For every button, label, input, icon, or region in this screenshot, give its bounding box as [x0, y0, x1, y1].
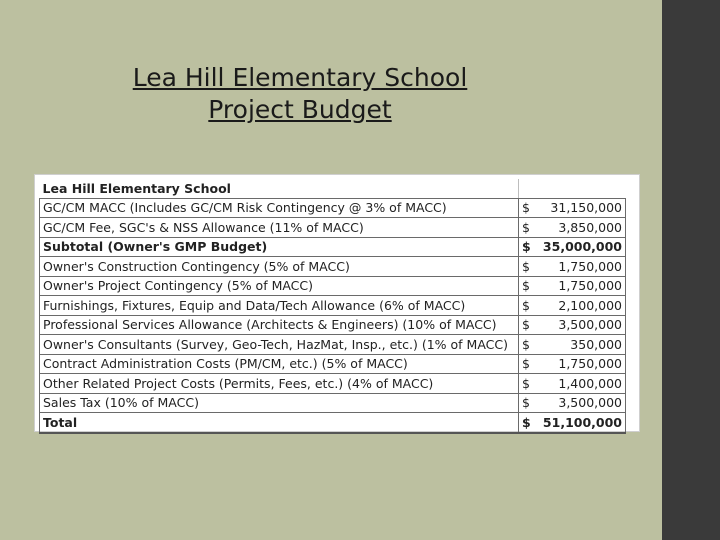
table-header-empty-cell	[519, 179, 626, 198]
row-label: Owner's Project Contingency (5% of MACC)	[40, 276, 519, 296]
table-row	[40, 237, 626, 257]
table-header-label: Lea Hill Elementary School	[40, 179, 519, 198]
row-currency: $	[519, 374, 536, 394]
row-currency: $	[519, 315, 536, 335]
row-currency: $	[519, 413, 536, 433]
row-currency: $	[519, 276, 536, 296]
table-row	[40, 374, 626, 394]
slide-title-line-2: Project Budget	[208, 95, 392, 124]
row-amount: 350,000	[535, 335, 626, 355]
row-currency: $	[519, 296, 536, 316]
row-amount: 1,750,000	[535, 354, 626, 374]
row-label: Total	[40, 413, 519, 433]
row-currency: $	[519, 335, 536, 355]
row-amount: 31,150,000	[535, 198, 626, 218]
table-row	[40, 218, 626, 238]
right-sidebar-bar	[662, 0, 720, 540]
row-amount: 1,400,000	[535, 374, 626, 394]
row-amount: 51,100,000	[535, 413, 626, 433]
table-row	[40, 413, 626, 433]
row-currency: $	[519, 257, 536, 277]
budget-table	[39, 179, 626, 434]
row-label: Furnishings, Fixtures, Equip and Data/Tech Allowance (6% of MACC)	[40, 296, 519, 316]
row-label: Subtotal (Owner's GMP Budget)	[40, 237, 519, 257]
row-label: Owner's Consultants (Survey, Geo-Tech, HazMat, Insp., etc.) (1% of MACC)	[40, 335, 519, 355]
slide-title	[0, 62, 600, 126]
row-label: Sales Tax (10% of MACC)	[40, 393, 519, 413]
table-row	[40, 354, 626, 374]
row-amount: 3,500,000	[535, 315, 626, 335]
table-row	[40, 315, 626, 335]
row-label: GC/CM MACC (Includes GC/CM Risk Contingency @ 3% of MACC)	[40, 198, 519, 218]
row-currency: $	[519, 198, 536, 218]
table-row	[40, 296, 626, 316]
budget-table-container	[34, 174, 640, 432]
row-label: Other Related Project Costs (Permits, Fees, etc.) (4% of MACC)	[40, 374, 519, 394]
row-label: GC/CM Fee, SGC's & NSS Allowance (11% of MACC)	[40, 218, 519, 238]
row-label: Contract Administration Costs (PM/CM, etc.) (5% of MACC)	[40, 354, 519, 374]
row-currency: $	[519, 218, 536, 238]
row-amount: 1,750,000	[535, 257, 626, 277]
slide-title-line-1: Lea Hill Elementary School	[132, 63, 468, 92]
row-currency: $	[519, 393, 536, 413]
row-amount: 3,850,000	[535, 218, 626, 238]
table-header-row	[40, 179, 626, 198]
row-currency: $	[519, 237, 536, 257]
table-row	[40, 198, 626, 218]
row-label: Professional Services Allowance (Architects & Engineers) (10% of MACC)	[40, 315, 519, 335]
table-row	[40, 393, 626, 413]
row-amount: 2,100,000	[535, 296, 626, 316]
table-row	[40, 335, 626, 355]
table-row	[40, 257, 626, 277]
row-currency: $	[519, 354, 536, 374]
row-amount: 3,500,000	[535, 393, 626, 413]
row-label: Owner's Construction Contingency (5% of MACC)	[40, 257, 519, 277]
table-row	[40, 276, 626, 296]
row-amount: 35,000,000	[535, 237, 626, 257]
row-amount: 1,750,000	[535, 276, 626, 296]
